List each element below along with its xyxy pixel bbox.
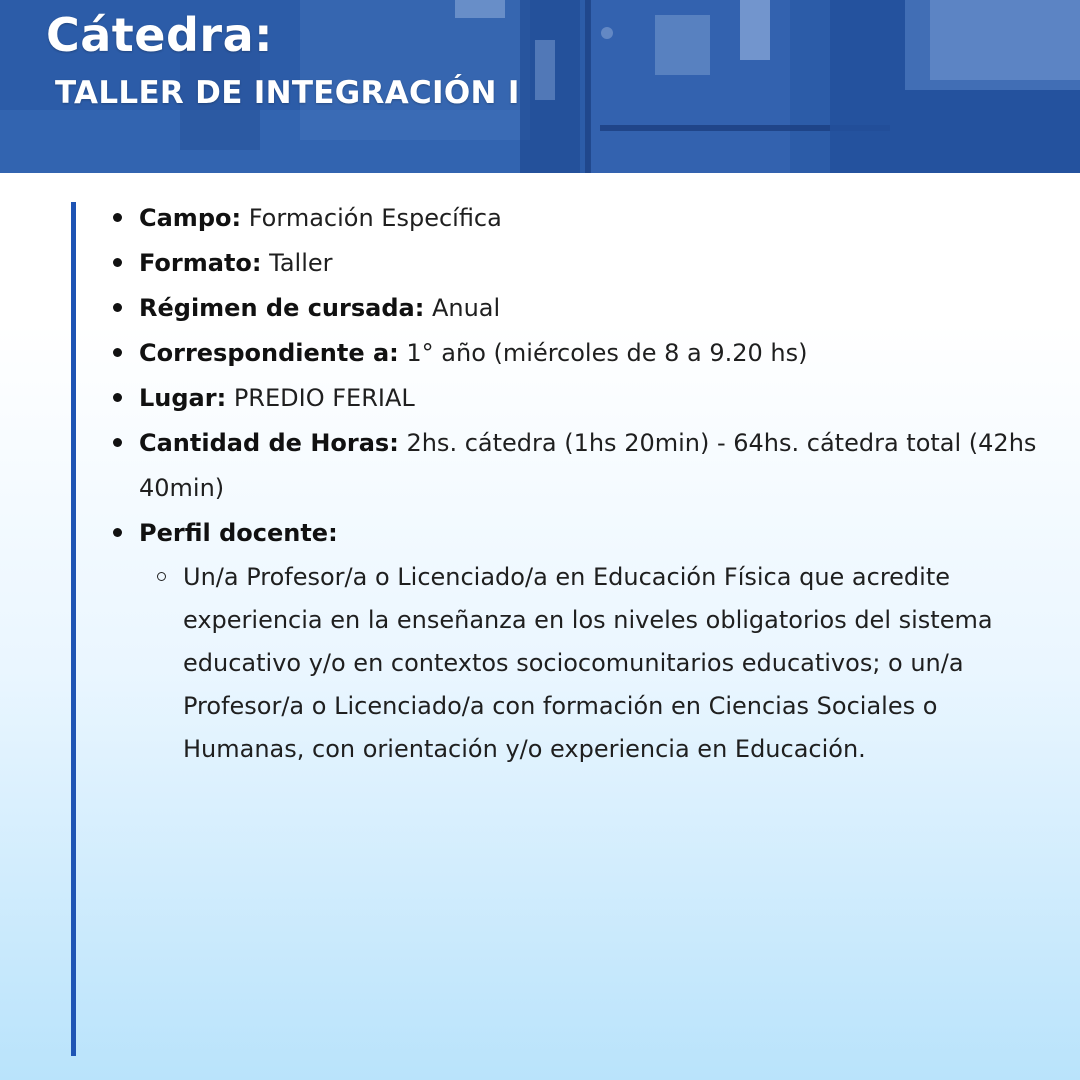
header-banner <box>0 0 1080 173</box>
item-label: Lugar: <box>139 384 227 412</box>
course-details <box>108 196 1038 771</box>
item-value: Formación Específica <box>248 204 502 232</box>
item-value: 1° año (miércoles de 8 a 9.20 hs) <box>406 339 808 367</box>
item-value: Anual <box>431 294 501 322</box>
item-label: Perfil docente: <box>139 519 338 547</box>
details-list <box>108 196 1038 771</box>
list-item-correspondiente <box>108 331 1038 376</box>
page-title: Cátedra: <box>46 8 274 62</box>
item-label: Cantidad de Horas: <box>139 429 399 457</box>
item-label: Régimen de cursada: <box>139 294 425 322</box>
list-item-perfil <box>108 511 1038 771</box>
item-value: Taller <box>269 249 333 277</box>
perfil-sublist <box>139 556 1038 771</box>
item-label: Formato: <box>139 249 262 277</box>
perfil-description: Un/a Profesor/a o Licenciado/a en Educación Física que acredite experiencia en la enseñanza en los niveles obligatorios del sistema educativo y/o en contextos sociocomunitarios educativos; o un/a Profesor/a o Licenciado/a con formación en Ciencias Sociales o Humanas, con orientación y/o experiencia en Educación. <box>139 556 1038 771</box>
list-item-campo <box>108 196 1038 241</box>
accent-bar <box>71 202 76 1056</box>
list-item-lugar <box>108 376 1038 421</box>
list-item-formato <box>108 241 1038 286</box>
item-label: Correspondiente a: <box>139 339 399 367</box>
list-item-horas <box>108 421 1038 511</box>
item-label: Campo: <box>139 204 242 232</box>
item-value: 2hs. cátedra (1hs 20min) - 64hs. cátedra total (42hs 40min) <box>139 429 1037 502</box>
course-name: TALLER DE INTEGRACIÓN I <box>55 75 520 111</box>
list-item-regimen <box>108 286 1038 331</box>
item-value: PREDIO FERIAL <box>233 384 415 412</box>
